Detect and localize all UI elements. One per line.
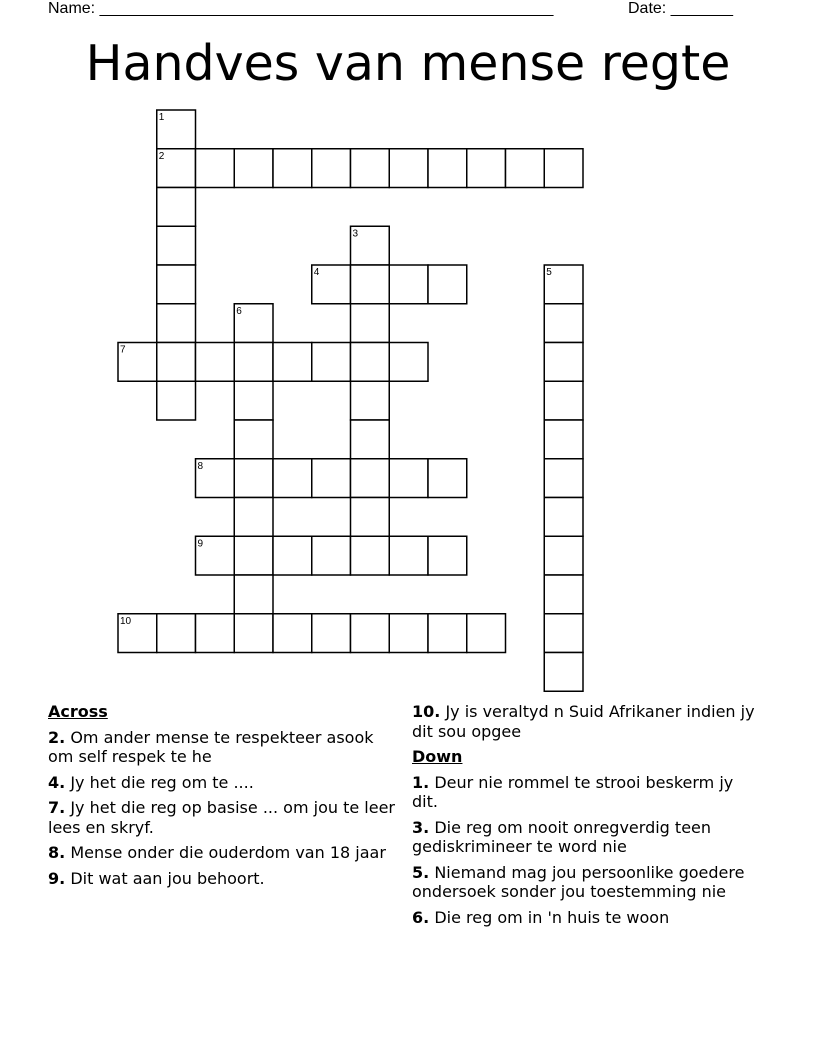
clue-number: 7. <box>48 798 66 817</box>
clue-number: 8. <box>48 843 66 862</box>
cell-number: 7 <box>120 344 126 356</box>
grid-cell[interactable] <box>428 459 467 498</box>
grid-cell[interactable] <box>428 614 467 653</box>
grid-cell[interactable] <box>196 536 235 575</box>
clue-across-2 <box>48 728 398 767</box>
clue-number: 1. <box>412 772 430 792</box>
grid-cell[interactable] <box>234 343 273 382</box>
grid-cell[interactable] <box>234 575 273 614</box>
grid-cell[interactable] <box>157 226 196 265</box>
name-line: Name: ___________________________________________________ <box>48 0 554 17</box>
cell-number: 3 <box>352 228 359 240</box>
clue-down-5 <box>412 863 762 902</box>
clue-across-4 <box>48 773 398 793</box>
clue-across-10 <box>412 702 762 741</box>
grid-cell[interactable] <box>234 459 273 498</box>
clues-left-column <box>48 702 398 894</box>
grid-cell[interactable] <box>312 343 351 382</box>
clues-right-column <box>412 702 762 933</box>
cell-number: 10 <box>120 615 132 627</box>
clue-number: 3. <box>412 817 430 837</box>
grid-cell[interactable] <box>234 381 273 420</box>
clue-number: 10. <box>412 702 441 721</box>
clue-text: Om ander mense te respekteer asook om self respek te he <box>48 727 374 766</box>
grid-cell[interactable] <box>196 149 235 188</box>
cell-number: 1 <box>158 112 165 123</box>
grid-cell[interactable] <box>234 536 273 575</box>
grid-cell[interactable] <box>544 575 583 614</box>
grid-cell[interactable] <box>389 149 428 188</box>
clue-across-9 <box>48 869 398 889</box>
grid-cell[interactable] <box>157 614 196 653</box>
grid-cell[interactable] <box>544 420 583 459</box>
cell-number: 9 <box>197 538 204 550</box>
clue-number: 6. <box>412 907 430 927</box>
clue-down-3 <box>412 818 762 857</box>
grid-cell[interactable] <box>118 343 157 382</box>
cell-number: 6 <box>236 305 242 317</box>
grid-cell[interactable] <box>157 149 196 188</box>
grid-cell[interactable] <box>428 265 467 304</box>
date-line: Date: _______ <box>628 0 733 17</box>
grid-cell[interactable] <box>196 343 235 382</box>
grid-cell[interactable] <box>351 420 390 459</box>
cell-number: 8 <box>197 460 204 472</box>
clue-text: Deur nie rommel te strooi beskerm jy dit. <box>412 772 734 811</box>
grid-cell[interactable] <box>389 265 428 304</box>
grid-cell[interactable] <box>544 498 583 537</box>
grid-cell[interactable] <box>351 381 390 420</box>
clue-text: Jy is veraltyd n Suid Afrikaner indien jy dit sou opgee <box>412 702 755 741</box>
clue-text: Mense onder die ouderdom van 18 jaar <box>70 843 386 862</box>
grid-cell[interactable] <box>351 149 390 188</box>
clue-text: Die reg om nooit onregverdig teen gediskrimineer te word nie <box>412 817 712 856</box>
grid-cell[interactable] <box>312 614 351 653</box>
grid-cell[interactable] <box>467 149 506 188</box>
header <box>48 0 748 20</box>
grid-cell[interactable] <box>544 149 583 188</box>
grid-cell[interactable] <box>157 381 196 420</box>
clue-text: Dit wat aan jou behoort. <box>70 868 265 888</box>
clue-across-8 <box>48 843 398 863</box>
grid-cell[interactable] <box>467 614 506 653</box>
grid-cell[interactable] <box>544 614 583 653</box>
clue-number: 4. <box>48 772 66 792</box>
grid-cell[interactable] <box>273 343 312 382</box>
grid-cell[interactable] <box>351 343 390 382</box>
cell-number: 5 <box>546 267 552 278</box>
grid-cell[interactable] <box>351 226 390 265</box>
clue-number: 9. <box>48 868 66 888</box>
grid-cell[interactable] <box>118 614 157 653</box>
grid-cell[interactable] <box>389 459 428 498</box>
clue-across-7 <box>48 798 398 837</box>
cell-number: 4 <box>313 267 320 278</box>
clue-number: 2. <box>48 727 66 747</box>
cell-number: 2 <box>158 150 165 162</box>
grid-cell[interactable] <box>389 536 428 575</box>
clue-text: Niemand mag jou persoonlike goedere ondersoek sonder jou toestemming nie <box>412 862 745 901</box>
grid-cell[interactable] <box>544 265 583 304</box>
grid-cell[interactable] <box>544 381 583 420</box>
grid-cell[interactable] <box>351 265 390 304</box>
grid-cell[interactable] <box>157 188 196 227</box>
clue-text: Jy het die reg op basise ... om jou te leer lees en skryf. <box>48 798 395 837</box>
grid-cell[interactable] <box>312 459 351 498</box>
grid-cell[interactable] <box>389 614 428 653</box>
grid-cell[interactable] <box>234 498 273 537</box>
grid-cell[interactable] <box>351 459 390 498</box>
grid-cell[interactable] <box>234 614 273 653</box>
grid-cell[interactable] <box>234 149 273 188</box>
grid-cell[interactable] <box>312 149 351 188</box>
grid-cell[interactable] <box>157 304 196 343</box>
grid-cell[interactable] <box>351 498 390 537</box>
grid-cell[interactable] <box>157 110 196 149</box>
grid-cell[interactable] <box>273 614 312 653</box>
grid-cell[interactable] <box>273 149 312 188</box>
grid-cell[interactable] <box>389 343 428 382</box>
across-heading: Across <box>48 702 108 721</box>
down-heading: Down <box>412 747 463 766</box>
grid-cell[interactable] <box>428 536 467 575</box>
clue-down-6 <box>412 908 762 928</box>
clue-down-1 <box>412 773 762 812</box>
grid-cell[interactable] <box>312 265 351 304</box>
grid-cell[interactable] <box>351 536 390 575</box>
clue-text: Die reg om in 'n huis te woon <box>434 907 670 927</box>
grid-cell[interactable] <box>428 149 467 188</box>
grid-cell[interactable] <box>273 459 312 498</box>
clue-number: 5. <box>412 862 430 882</box>
grid-cell[interactable] <box>273 536 312 575</box>
grid-cell[interactable] <box>351 614 390 653</box>
grid-cell[interactable] <box>234 420 273 459</box>
grid-cell[interactable] <box>506 149 545 188</box>
grid-cell[interactable] <box>544 343 583 382</box>
grid-cell[interactable] <box>157 265 196 304</box>
grid-cell[interactable] <box>196 614 235 653</box>
grid-cell[interactable] <box>544 459 583 498</box>
grid-cell[interactable] <box>544 536 583 575</box>
page-title: Handves van mense regte <box>85 35 731 92</box>
grid-cell[interactable] <box>312 536 351 575</box>
grid-cell[interactable] <box>234 304 273 343</box>
grid-cell[interactable] <box>544 653 583 692</box>
clue-text: Jy het die reg om te .... <box>70 772 254 792</box>
grid-cell[interactable] <box>196 459 235 498</box>
grid-cell[interactable] <box>351 304 390 343</box>
grid-cell[interactable] <box>157 343 196 382</box>
grid-cell[interactable] <box>544 304 583 343</box>
